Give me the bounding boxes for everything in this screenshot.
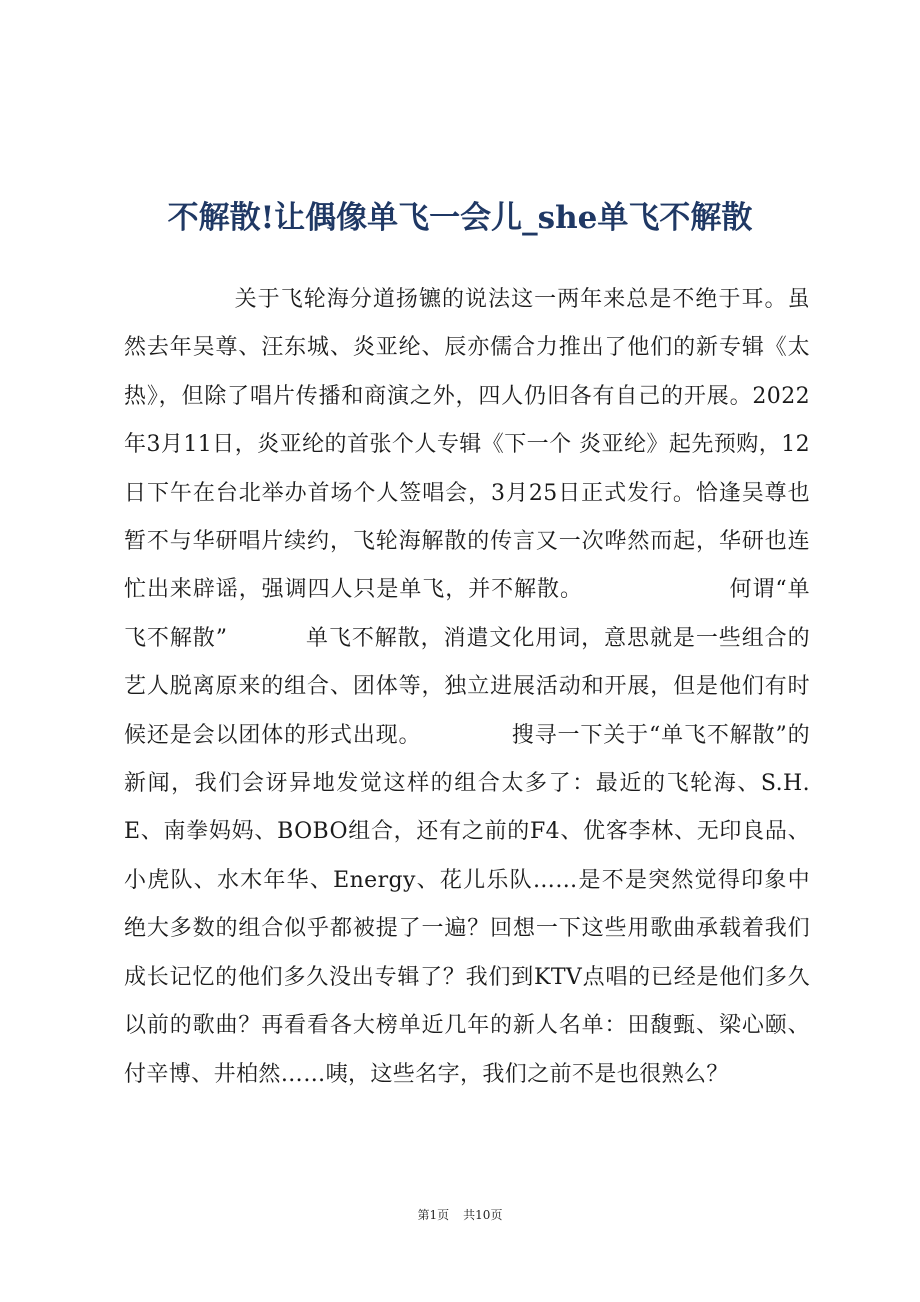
- paragraph-part-2: 何谓“单飞不解散”: [124, 577, 810, 651]
- paragraph-part-4: 搜寻一下关于“单飞不解散”的新闻，我们会讶异地发觉这样的组合太多了：最近的飞轮海、S.H.E、南拳妈妈、BOBO组合，还有之前的F4、优客李林、无印良品、小虎队、水木年华、Energy、花儿乐队……是不是突然觉得印象中绝大多数的组合似乎都被提了一遍？回想一下这些用歌曲承载着我们成长记忆的他们多久没出专辑了？我们到KTV点唱的已经是他们多久以前的歌曲？再看看各大榜单近几年的新人名单：田馥甄、梁心颐、付辛博、井柏然……咦，这些名字，我们之前不是也很熟么？: [124, 722, 810, 1087]
- page-footer: [0, 1207, 920, 1223]
- body-paragraph: [124, 276, 810, 1099]
- paragraph-part-1: 关于飞轮海分道扬镳的说法这一两年来总是不绝于耳。虽然去年吴尊、汪东城、炎亚纶、辰亦儒合力推出了他们的新专辑《太热》，但除了唱片传播和商演之外，四人仍旧各有自己的开展。2022年3月11日，炎亚纶的首张个人专辑《下一个 炎亚纶》起先预购，12日下午在台北举办首场个人签唱会，3月25日正式发行。恰逢吴尊也暂不与华研唱片续约，飞轮海解散的传言又一次哗然而起，华研也连忙出来辟谣，强调四人只是单飞，并不解散。: [124, 287, 810, 603]
- document-title: 不解散!让偶像单飞一会儿_she单飞不解散: [167, 200, 753, 236]
- paragraph-part-3: 单飞不解散，消遣文化用词，意思就是一些组合的艺人脱离原来的组合、团体等，独立进展活动和开展，但是他们有时候还是会以团体的形式出现。: [124, 625, 811, 748]
- page-number: 第1页: [417, 1208, 450, 1222]
- page-total: 共10页: [463, 1208, 503, 1222]
